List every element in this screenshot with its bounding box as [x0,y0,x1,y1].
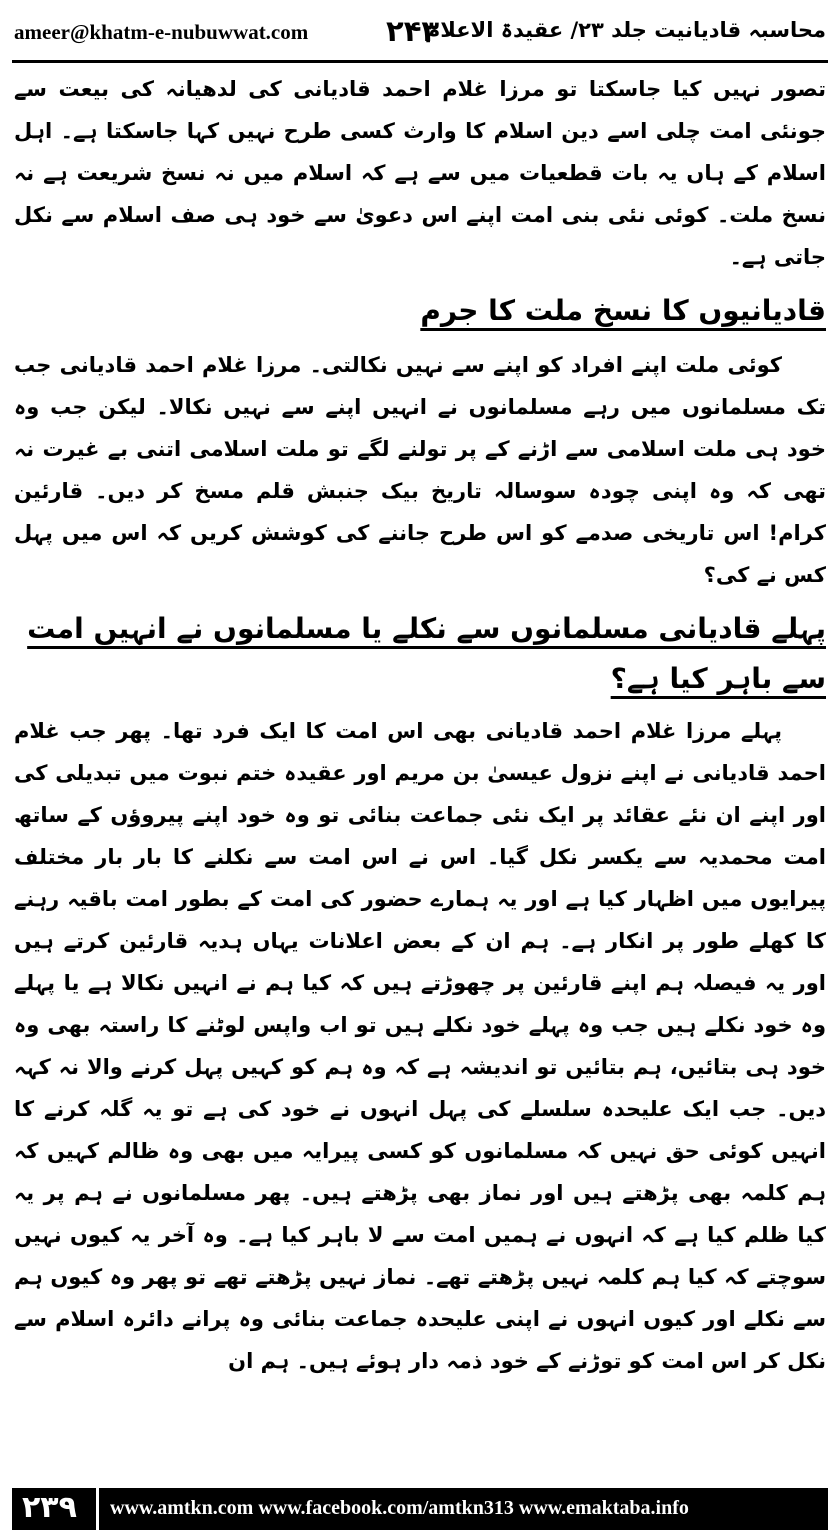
section-heading-1 [14,286,826,336]
paragraph-3: پہلے مرزا غلام احمد قادیانی بھی اس امت کا ایک فرد تھا۔ پھر جب غلام احمد قادیانی نے اپنے نزول عیسیٰ بن مریم اور عقیدہ ختم نبوت میں تبدیلی کی اور اپنے ان نئے عقائد پر ایک نئی جماعت بنائی تو وہ خود اپنے پیروؤں کے ساتھ امت محمدیہ سے یکسر نکل گیا۔ اس نے اس امت سے نکلنے کا بار بار مختلف پیرایوں میں اظہار کیا ہے اور یہ ہمارے حضور کی امت کے بطور امت باقیہ رہنے کا کھلے طور پر انکار ہے۔ ہم ان کے بعض اعلانات یہاں ہدیہ قارئین کرتے ہیں اور یہ فیصلہ ہم اپنے قارئین پر چھوڑتے ہیں کہ کیا ہم نے انہیں نکالا ہے یا پہلے وہ خود نکلے ہیں جب وہ پہلے خود نکلے ہیں تو اب واپس لوٹنے کا راستہ بھی وہ خود ہی بتائیں، ہم بتائیں تو اندیشہ ہے کہ وہ ہم کو کہیں پہل کرنے والا نہ کہہ دیں۔ جب ایک علیحدہ سلسلے کی پہل انہوں نے خود کی ہے تو یہ گلہ کرنے کا انہیں کوئی حق نہیں کہ مسلمانوں کو کسی پیرایہ میں بھی وہ ظالم کہیں کہ ہم کلمہ بھی پڑھتے ہیں اور نماز بھی پڑھتے ہیں۔ پھر مسلمانوں نے ہم پر یہ کیا ظلم کیا ہے کہ انہوں نے ہمیں امت سے لا باہر کیا ہے۔ وہ آخر یہ کیوں نہیں سوچتے کہ کیا ہم کلمہ نہیں پڑھتے تھے۔ نماز نہیں پڑھتے تھے تو پھر وہ کیوں ہم سے نکلے اور کیوں انہوں نے اپنی علیحدہ جماعت بنائی وہ پرانے دائرہ اسلام سے نکل کر اس امت کو توڑنے کے خود ذمہ دار ہوئے ہیں۔ ہم ان [14,719,826,1373]
footer-divider [96,1488,99,1530]
paragraph-2: کوئی ملت اپنے افراد کو اپنے سے نہیں نکالتی۔ مرزا غلام احمد قادیانی جب تک مسلمانوں میں رہے مسلمانوں نے انہیں اپنے سے نہیں نکالا۔ لیکن جب وہ خود ہی ملت اسلامی سے اڑنے کے پر تولنے لگے تو ملت اسلامی اتنی بے غیرت نہ تھی کہ وہ اپنی چودہ سوسالہ تاریخ بیک جنبش قلم مسخ کر دیں۔ قارئین کرام! اس تاریخی صدمے کو اس طرح جاننے کی کوشش کریں کہ اس میں پہل کس نے کی؟ [14,353,826,587]
paragraph-1: تصور نہیں کیا جاسکتا تو مرزا غلام احمد قادیانی کی لدھیانہ کی بیعت سے جونئی امت چلی اسے دین اسلام کا وارث کسی طرح نہیں کہا جاسکتا ہے۔ اہل اسلام کے ہاں یہ بات قطعیات میں سے ہے کہ اسلام میں نہ نسخ شریعت ہے نہ نسخ ملت۔ کوئی نئی بنی امت اپنے اس دعویٰ سے خود ہی صف اسلام سے نکل جاتی ہے۔ [14,77,826,269]
footer-page-number: ۲۳۹ [22,1490,77,1525]
page-header [14,14,826,60]
page-footer [12,1488,828,1530]
header-divider [12,60,828,63]
header-page-number: ۲۴۳ [386,14,440,48]
page-body [14,68,826,1476]
header-email: ameer@khatm-e-nubuwwat.com [14,20,309,44]
section-heading-2-text: پہلے قادیانی مسلمانوں سے نکلے یا مسلمانوں نے انہیں امت سے باہر کیا ہے؟ [27,612,826,695]
section-heading-1-text: قادیانیوں کا نسخ ملت کا جرم [420,294,826,327]
header-book-title: محاسبہ قادیانیت جلد ۲۳/ عقیدۃ الاعلام [424,18,826,42]
section-heading-2 [14,604,826,704]
footer-links: www.amtkn.com www.facebook.com/amtkn313 www.emaktaba.info [110,1497,689,1519]
